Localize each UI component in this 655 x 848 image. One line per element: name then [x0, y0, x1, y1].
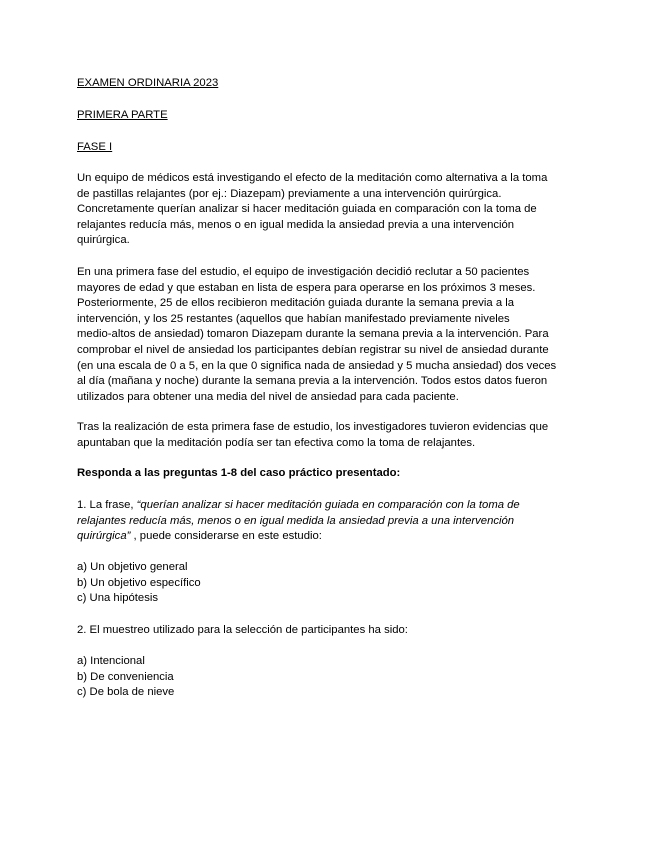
instructions-heading: Responda a las preguntas 1-8 del caso práctico presentado:: [77, 467, 401, 479]
paragraph-results: [77, 420, 567, 451]
paragraph-line: Tras la realización de esta primera fase de estudio, los investigadores tuvieron evidencias que: [77, 421, 549, 433]
question-1-options: [77, 560, 567, 607]
paragraph-line: En una primera fase del estudio, el equipo de investigación decidió reclutar a 50 pacientes: [77, 266, 530, 278]
phase-title: FASE I: [77, 141, 113, 153]
question-prefix: 1. La frase,: [77, 499, 137, 511]
paragraph-line: medio-altos de ansiedad) tomaron Diazepam durante la semana previa a la intervención. Para: [77, 328, 549, 341]
question-suffix: , puede considerarse en este estudio:: [130, 530, 322, 543]
paragraph-line: comprobar el nivel de ansiedad los participantes debían registrar su nivel de ansiedad durante: [77, 343, 549, 356]
answer-option: c) De bola de nieve: [77, 686, 175, 699]
question-line: [77, 498, 567, 514]
answer-option: a) Intencional: [77, 655, 145, 667]
paragraph-line: relajantes reducía más, menos o en igual medida la ansiedad previa a una intervención: [77, 218, 515, 231]
paragraph-line: al día (mañana y noche) durante la semana previa a la intervención. Todos estos datos fueron: [77, 375, 548, 388]
paragraph-line: Concretamente querían analizar si hacer meditación guiada en comparación con la toma de: [77, 203, 537, 216]
answer-option: a) Un objetivo general: [77, 561, 188, 573]
question-quote: quirúrgica”: [77, 530, 131, 543]
paragraph-line: Posteriormente, 25 de ellos recibieron meditación guiada durante la semana previa a la: [77, 297, 515, 310]
answer-option: b) De conveniencia: [77, 670, 174, 683]
paragraph-line: apuntaban que la meditación podía ser tan efectiva como la toma de relajantes.: [77, 436, 476, 449]
answer-option: b) Un objetivo específico: [77, 576, 201, 589]
paragraph-line: utilizados para obtener una media del nivel de ansiedad para cada paciente.: [77, 390, 459, 403]
paragraph-line: de pastillas relajantes (por ej.: Diazepam) previamente a una intervención quirúrgica.: [77, 187, 502, 200]
question-2-options: [77, 654, 567, 701]
answer-option: c) Una hipótesis: [77, 592, 158, 605]
paragraph-line: (en una escala de 0 a 5, en la que 0 significa nada de ansiedad y 5 mucha ansiedad) dos veces: [77, 359, 557, 372]
part-title: PRIMERA PARTE: [77, 109, 168, 121]
paragraph-line: intervención, y los 25 restantes (aquellos que habían manifestado previamente niveles: [77, 312, 510, 325]
question-line: [77, 529, 567, 545]
question-quote: relajantes reducía más, menos o en igual medida la ansiedad previa a una intervención: [77, 514, 515, 527]
paragraph-line: quirúrgica.: [77, 234, 130, 247]
exam-title: EXAMEN ORDINARIA 2023: [77, 77, 219, 89]
paragraph-intro: [77, 171, 567, 249]
paragraph-line: mayores de edad y que estaban en lista de espera para operarse en los próximos 3 meses.: [77, 281, 536, 294]
paragraph-line: Un equipo de médicos está investigando el efecto de la meditación como alternativa a la toma: [77, 172, 548, 184]
question-quote: “querían analizar si hacer meditación guiada en comparación con la toma de: [136, 499, 520, 511]
question-1: [77, 498, 567, 545]
question-2: 2. El muestreo utilizado para la selección de participantes ha sido:: [77, 624, 408, 636]
paragraph-study-design: [77, 265, 567, 405]
